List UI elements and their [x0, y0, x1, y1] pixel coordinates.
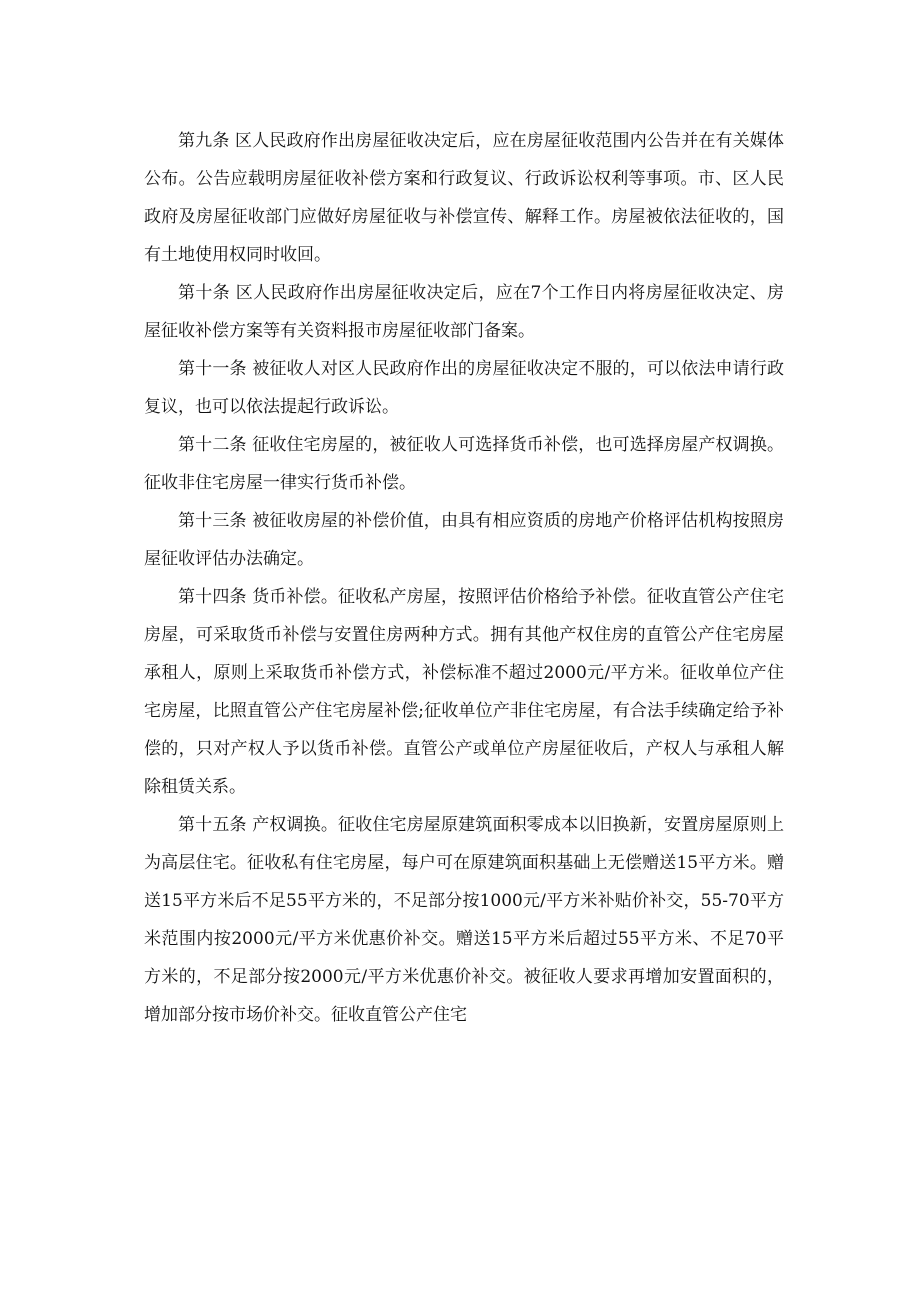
article-10-paragraph: 第十条 区人民政府作出房屋征收决定后，应在7个工作日内将房屋征收决定、房屋征收补偿方案等有关资料报市房屋征收部门备案。 — [144, 283, 784, 341]
article-15-paragraph: 第十五条 产权调换。征收住宅房屋原建筑面积零成本以旧换新，安置房屋原则上为高层住宅。征收私有住宅房屋，每户可在原建筑面积基础上无偿赠送15平方米。赠送15平方米后不足55平方米的，不足部分按1000元/平方米补贴价补交，55-70平方米范围内按2000元/平方米优惠价补交。赠送15平方米后超过55平方米、不足70平方米的，不足部分按2000元/平方米优惠价补交。被征收人要求再增加安置面积的，增加部分按市场价补交。征收直管公产住宅 — [144, 815, 784, 1025]
article-9-paragraph: 第九条 区人民政府作出房屋征收决定后，应在房屋征收范围内公告并在有关媒体公布。公告应载明房屋征收补偿方案和行政复议、行政诉讼权利等事项。市、区人民政府及房屋征收部门应做好房屋征收与补偿宣传、解释工作。房屋被依法征收的，国有土地使用权同时收回。 — [144, 131, 784, 265]
article-13-paragraph: 第十三条 被征收房屋的补偿价值，由具有相应资质的房地产价格评估机构按照房屋征收评估办法确定。 — [144, 511, 784, 569]
document-body — [144, 122, 784, 1034]
article-14-paragraph: 第十四条 货币补偿。征收私产房屋，按照评估价格给予补偿。征收直管公产住宅房屋，可采取货币补偿与安置住房两种方式。拥有其他产权住房的直管公产住宅房屋承租人，原则上采取货币补偿方式，补偿标准不超过2000元/平方米。征收单位产住宅房屋，比照直管公产住宅房屋补偿;征收单位产非住宅房屋，有合法手续确定给予补偿的，只对产权人予以货币补偿。直管公产或单位产房屋征收后，产权人与承租人解除租赁关系。 — [144, 587, 784, 797]
article-11-paragraph: 第十一条 被征收人对区人民政府作出的房屋征收决定不服的，可以依法申请行政复议，也可以依法提起行政诉讼。 — [144, 359, 784, 417]
article-12-paragraph: 第十二条 征收住宅房屋的，被征收人可选择货币补偿，也可选择房屋产权调换。征收非住宅房屋一律实行货币补偿。 — [144, 435, 784, 493]
